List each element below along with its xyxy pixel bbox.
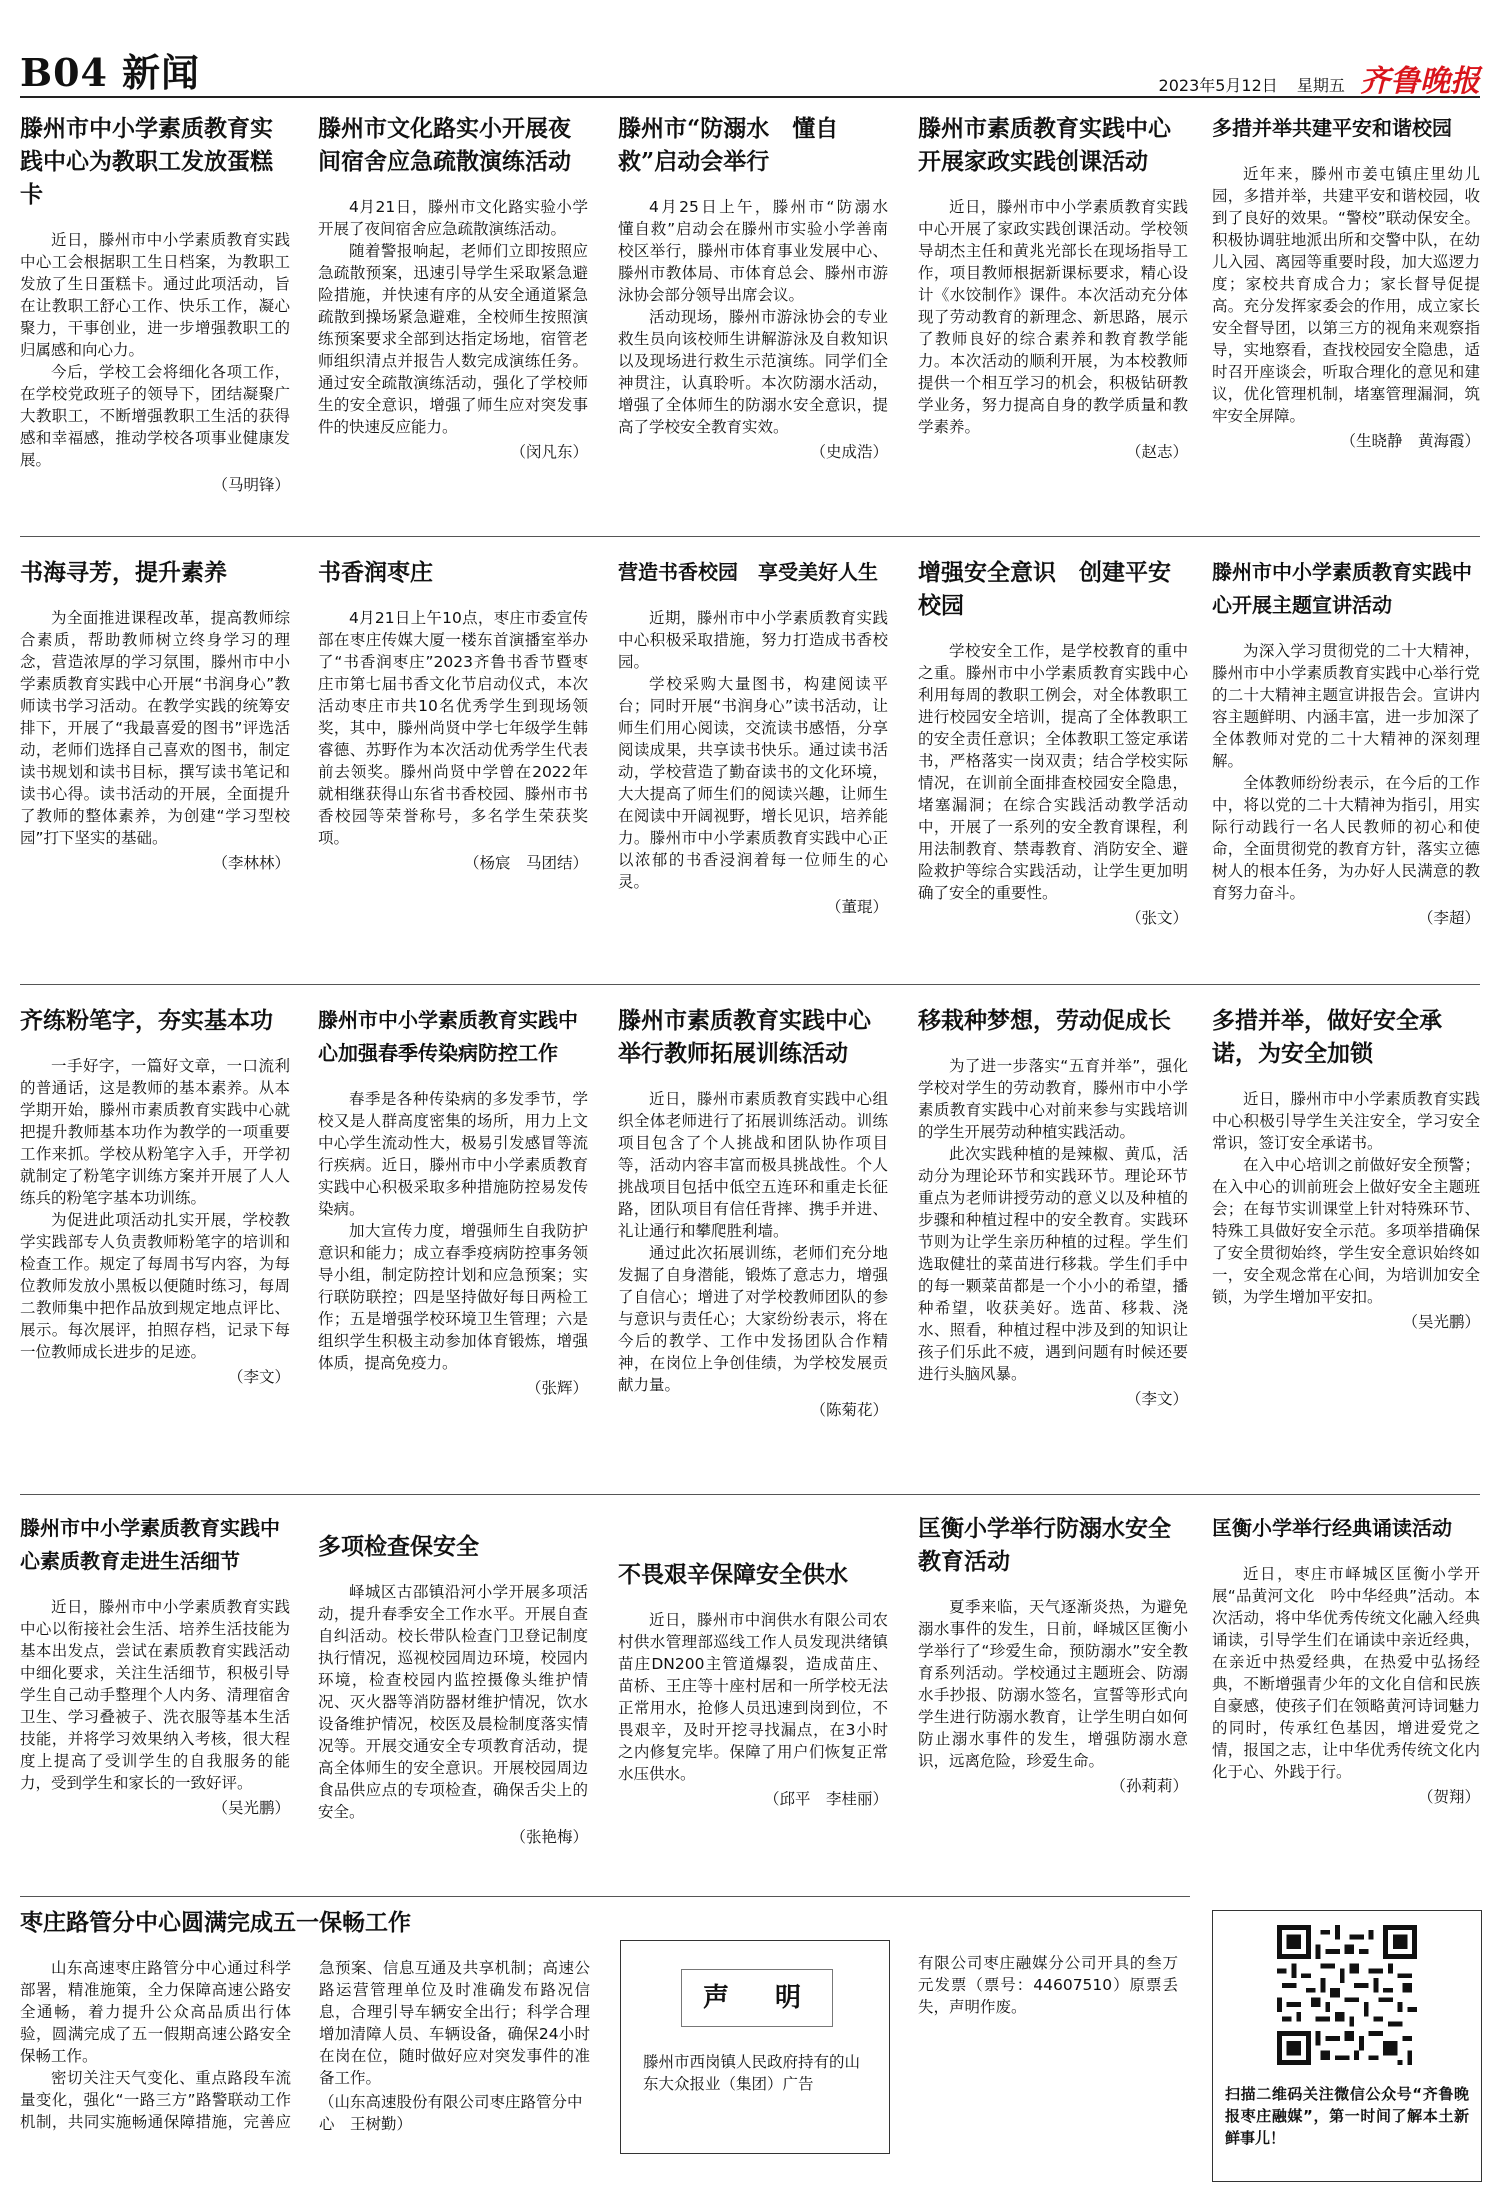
page-code: B04 [20,50,108,95]
article-author: （闵凡东） [510,443,588,461]
article-body [618,1088,888,1396]
article [918,556,1188,966]
article-paragraph: 近日，枣庄市峄城区匡衡小学开展“品黄河文化 吟中华经典”活动。本次活动，将中华优秀传统文化融入经典诵读，引导学生们在诵读中亲近经典，在亲近中热爱经典，在热爱中弘扬经典，不断增强青少年的文化自信和民族自豪感，使孩子们在领略黄河诗词魅力的同时，传承红色基因，增进爱党之情，报国之志，让中华优秀传统文化内化于心、外践于行。 [1212,1565,1480,1781]
article-title: 多措并举，做好安全承诺，为安全加锁 [1212,1007,1442,1067]
article [918,112,1188,512]
article-author: （山东高速股份有限公司枣庄路管分中心 王树勤） [319,2093,583,2133]
article-body [1212,163,1480,427]
article-paragraph: 学校采购大量图书，构建阅读平台；同时开展“书润身心”读书活动，让师生们用心阅读，交流读书感悟，分享阅读成果，共享读书快乐。通过读书活动，学校营造了勤奋读书的文化环境，大大提高了师生们的阅读兴趣，让师生在阅读中开阔视野，增长见识，培养能力。滕州市中小学素质教育实践中心正以浓郁的书香浸润着每一位师生的心灵。 [618,675,888,891]
notice-continuation: 有限公司枣庄融媒分公司开具的叁万元发票（票号：44607510）原票丢失，声明作废。 [918,1954,1178,2016]
article-author: （孙莉莉） [1110,1777,1188,1795]
page-number [20,42,200,97]
article [1212,1512,1480,1892]
article-title: 齐练粉笔字，夯实基本功 [20,1007,273,1034]
article-body [20,1055,290,1363]
article-paragraph: 近日，滕州市中小学素质教育实践中心工会根据职工生日档案，为教职工发放了生日蛋糕卡。通过此项活动，旨在让教职工舒心工作、快乐工作，凝心聚力，干事创业，进一步增强教职工的归属感和向心力。 [20,231,290,359]
article-paragraph: 此次实践种植的是辣椒、黄瓜，活动分为理论环节和实践环节。理论环节重点为老师讲授劳动的意义以及种植的步骤和种植过程中的安全教育。实践环节则为让学生亲历种植的过程。学生们选取健壮的菜苗进行移栽。学生们手中的每一颗菜苗都是一个小小的希望，播种希望，收获美好。选苗、移栽、浇水、照看，种植过程中涉及到的知识让孩子们乐此不疲，遇到问题有时候还要进行头脑风暴。 [918,1145,1188,1383]
article-paragraph: 在入中心培训之前做好安全预警；在入中心的训前班会上做好安全主题班会；在每节实训课堂上针对特殊环节、特殊工具做好安全示范。多项举措确保了安全贯彻始终，学生安全意识始终如一，安全观念常在心间，为培训加安全锁，为学生增加平安扣。 [1212,1156,1480,1306]
article-title: 多措并举共建平安和谐校园 [1212,116,1452,140]
row-divider [20,1494,1480,1495]
article [618,1558,888,1892]
article-title: 营造书香校园 享受美好人生 [618,560,878,584]
section-name: 新闻 [122,50,201,95]
article-title: 滕州市素质教育实践中心开展家政实践创课活动 [918,115,1171,175]
article-author: （生晓静 黄海霞） [1340,432,1480,450]
article-author: （吴光鹏） [212,1799,290,1817]
article-title: 滕州市文化路实小开展夜间宿舍应急疏散演练活动 [318,115,571,175]
article-paragraph: 春季是各种传染病的多发季节，学校又是人群高度密集的场所，用力上文中心学生流动性大，极易引发感冒等流行疾病。近日，滕州市中小学素质教育实践中心积极采取多种措施防控易发传染病。 [318,1090,588,1218]
article-paragraph: 为全面推进课程改革，提高教师综合素质，帮助教师树立终身学习的理念，营造浓厚的学习氛围，滕州市中小学素质教育实践中心开展“书润身心”教师读书学习活动。在教学实践的统筹安排下，开展了“我最喜爱的图书”评选活动，老师们选择自己喜欢的图书，制定读书规划和读书目标，撰写读书笔记和读书心得。读书活动的开展，全面提升了教师的整体素养，为创建“学习型校园”打下坚实的基础。 [20,609,290,847]
article-title: 枣庄路管分中心圆满完成五一保畅工作 [20,1909,411,1936]
article-paragraph: 密切关注天气变化、重点路段车流量变化，强化“一路三方”路警联动工作机制，共同实施畅通保障措施，完善应急预案、信息互通及共享机制；高速公路运营管理单位及时准确发布路况信息，合理引导车辆安全出行；科学合理增加清障人员、车辆设备，确保24小时在岗在位，随时做好应对突发事件的准备工作。 [20,1959,590,2131]
article-author: （赵志） [1125,443,1188,461]
article-title: 匡衡小学举行经典诵读活动 [1212,1516,1452,1540]
issue-weekday: 星期五 [1296,76,1345,95]
article [318,556,588,966]
article-body [20,1596,290,1794]
article-paragraph: 随着警报响起，老师们立即按照应急疏散预案，迅速引导学生采取紧急避险措施，并快速有序的从安全通道紧急疏散到操场紧急避难，全校师生按照演练预案要求全部到达指定场地，宿管老师组织清点并报告人数完成演练任务。通过安全疏散演练活动，强化了学校师生的安全意识，增强了师生应对突发事件的快速反应能力。 [318,242,588,436]
article-author: （史成浩） [810,443,888,461]
row-divider [20,1896,1190,1897]
article-paragraph: 一手好字，一篇好文章，一口流利的普通话，这是教师的基本素养。从本学期开始，滕州市素质教育实践中心就把提升教师基本功作为教学的一项重要工作来抓。学校从粉笔字入手，开学初就制定了粉笔字训练方案并开展了人人练兵的粉笔字基本功训练。 [20,1057,290,1207]
article-paragraph: 全体教师纷纷表示，在今后的工作中，将以党的二十大精神为指引，用实际行动践行一名人民教师的初心和使命，全面贯彻党的教育方针，落实立德树人的根本任务，为办好人民满意的教育努力奋斗。 [1212,774,1480,902]
article-body [318,1088,588,1374]
article-paragraph: 夏季来临，天气逐渐炎热，为避免溺水事件的发生，日前，峄城区匡衡小学举行了“珍爱生命，预防溺水”安全教育系列活动。学校通过主题班会、防溺水手抄报、防溺水签名，宣誓等形式向学生进行防溺水教育，让学生明白如何防止溺水事件的发生，增强防溺水意识，远离危险，珍爱生命。 [918,1598,1188,1770]
article-body [318,196,588,438]
article [20,112,290,512]
article [618,112,904,512]
article [20,1906,590,2196]
article-paragraph: 今后，学校工会将细化各项工作，在学校党政班子的领导下，团结凝聚广大教职工，不断增强教职工生活的获得感和幸福感，推动学校各项事业健康发展。 [20,363,290,469]
article-author: （李林林） [212,854,290,872]
article-title: 书香润枣庄 [318,559,433,586]
article-body [1212,1563,1480,1783]
article-body [918,1596,1188,1772]
article-body [20,1957,590,2135]
article-title: 滕州市素质教育实践中心举行教师拓展训练活动 [618,1007,871,1067]
article-paragraph: 近期，滕州市中小学素质教育实践中心积极采取措施，努力打造成书香校园。 [618,609,888,671]
article-author: （李文） [1125,1390,1188,1408]
article-author: （贺翔） [1417,1788,1480,1806]
article-paragraph: 4月21日上午10点，枣庄市委宣传部在枣庄传媒大厦一楼东首演播室举办了“书香润枣庄”2023齐鲁书香节暨枣庄市第七届书香文化节启动仪式，本次活动枣庄市共10名优秀学生到现场领奖，其中，滕州尚贤中学七年级学生韩睿德、苏野作为本次活动优秀学生代表前去领奖。滕州尚贤中学曾在2022年就相继获得山东省书香校园、滕州市书香校园等荣誉称号，多名学生荣获奖项。 [318,609,588,847]
article-title: 滕州市“防溺水 懂自救”启动会举行 [618,115,839,175]
article-title: 移栽种梦想，劳动促成长 [918,1007,1171,1034]
article-title: 滕州市中小学素质教育实践中心为教职工发放蛋糕卡 [20,115,273,208]
article-body [618,1609,888,1785]
article [1212,556,1480,966]
article-title: 滕州市中小学素质教育实践中心加强春季传染病防控工作 [318,1008,578,1065]
article-paragraph: 为了进一步落实“五育并举”，强化学校对学生的劳动教育，滕州市中小学素质教育实践中心对前来参与实践培训的学生开展劳动种植实践活动。 [918,1057,1188,1141]
article-paragraph: 近日，滕州市中小学素质教育实践中心积极引导学生关注安全，学习安全常识，签订安全承诺书。 [1212,1090,1480,1152]
article-body [918,1055,1188,1385]
article-author: （杨宸 马团结） [463,854,588,872]
article [618,1004,888,1484]
wechat-qr-promo [1212,1910,1482,2182]
article [1212,112,1480,512]
article-body [318,1581,588,1823]
article [20,1004,290,1484]
article-author: （李超） [1417,909,1480,927]
article-paragraph: 峄城区古邵镇沿河小学开展多项活动，提升春季安全工作水平。开展自查自纠活动。校长带队检查门卫登记制度执行情况，巡视校园周边环境，校园内环境，检查校园内监控摄像头维护情况、灭火器等消防器材维护情况，饮水设备维护情况，校医及晨检制度落实情况等。开展交通安全专项教育活动，提高全体师生的安全意识。开展校园周边食品供应点的专项检查，确保舌尖上的安全。 [318,1583,588,1821]
article-body [318,607,588,849]
article-title: 匡衡小学举行防溺水安全教育活动 [918,1515,1171,1575]
article-paragraph: 活动现场，滕州市游泳协会的专业救生员向该校师生讲解游泳及自救知识以及现场进行救生示范演练。同学们全神贯注，认真聆听。本次防溺水活动，增强了全体师生的防溺水安全意识，提高了学校安全教育实效。 [618,308,888,436]
article-title: 滕州市中小学素质教育实践中心素质教育走进生活细节 [20,1516,280,1573]
article-paragraph: 近日，滕州市中小学素质教育实践中心开展了家政实践创课活动。学校领导胡杰主任和黄兆光部长在现场指导工作，项目教师根据新课标要求，精心设计《水饺制作》课件。本次活动充分体现了劳动教育的新理念、新思路，展示了教师良好的综合素养和教育教学能力。本次活动的顺利开展，为本校教师提供一个相互学习的机会，积极钻研教学业务，努力提高自身的教学质量和教学素养。 [918,198,1188,436]
article-author: （张辉） [525,1379,588,1397]
article-paragraph: 近日，滕州市中小学素质教育实践中心以衔接社会生活、培养生活技能为基本出发点，尝试在素质教育实践活动中细化要求，关注生活细节，积极引导学生自己动手整理个人内务、清理宿舍卫生、学习叠被子、洗衣服等基本生活技能，并将学习效果纳入考核，很大程度上提高了受训学生的自我服务的能力，受到学生和家长的一致好评。 [20,1598,290,1792]
newspaper-logo: 齐鲁晚报 [1360,64,1480,99]
masthead-info [1145,56,1480,100]
article [918,1004,1188,1484]
article-paragraph: 4月21日，滕州市文化路实验小学开展了夜间宿舍应急疏散演练活动。 [318,198,588,238]
article-author: （张文） [1125,909,1188,927]
article-author: （董琨） [825,898,888,916]
article-author: （马明锋） [212,476,290,494]
article [918,1512,1188,1892]
article-body [20,607,290,849]
row-divider [20,536,1480,537]
article-paragraph: 4月25日上午，滕州市“防溺水 懂自救”启动会在滕州市实验小学善南校区举行，滕州市体育事业发展中心、滕州市教体局、市体育总会、滕州市游泳协会部分领导出席会议。 [618,198,904,304]
legal-notice [620,1940,890,2154]
article [318,1530,588,1892]
article-paragraph: 学校安全工作，是学校教育的重中之重。滕州市中小学素质教育实践中心利用每周的教职工例会，对全体教职工进行校园安全培训，提高了全体教职工的安全责任意识；全体教职工签定承诺书，严格落实一岗双责；结合学校实际情况，在训前全面排查校园安全隐患，堵塞漏洞；在综合实践活动教学活动中，开展了一系列的安全教育课程，利用法制教育、禁毒教育、消防安全、避险救护等综合实践活动，让学生更加明确了安全的重要性。 [918,642,1188,902]
article-paragraph: 山东高速枣庄路管分中心通过科学部署，精准施策，全力保障高速公路安全通畅，着力提升公众高品质出行体验，圆满完成了五一假期高速公路安全保畅工作。 [20,1959,291,2065]
page-header [20,42,1480,99]
article-author: （李文） [227,1368,290,1386]
notice-title: 声 明 [681,1969,833,2027]
article-title: 多项检查保安全 [318,1533,479,1560]
article-title: 增强安全意识 创建平安校园 [918,559,1171,619]
article [318,1004,588,1484]
article [1212,1004,1480,1484]
article-paragraph: 近年来，滕州市姜屯镇庄里幼儿园，多措并举，共建平安和谐校园，收到了良好的效果。“警校”联动保安全。积极协调驻地派出所和交警中队，在幼儿入园、离园等重要时段，加大巡逻力度；家校共育成合力；家长督导促提高。充分发挥家委会的作用，成立家长安全督导团，以第三方的视角来观察指导，实地察看，查找校园安全隐患，适时召开座谈会，听取合理化的意见和建议，优化管理机制，堵塞管理漏洞，筑牢安全屏障。 [1212,165,1480,425]
article [20,1512,290,1892]
article-body [918,640,1188,904]
article-author: （邱平 李桂丽） [763,1790,888,1808]
article-paragraph: 为促进此项活动扎实开展，学校教学实践部专人负责教师粉笔字的培训和检查工作。规定了每周书写内容，为每位教师发放小黑板以便随时练习，每周二教师集中把作品放到规定地点评比、展示。每次展评，拍照存档，记录下每一位教师成长进步的足迹。 [20,1211,290,1361]
article-paragraph: 近日，滕州市素质教育实践中心组织全体老师进行了拓展训练活动。训练项目包含了个人挑战和团队协作项目等，活动内容丰富而极具挑战性。个人挑战项目包括中低空五连环和重走长征路，团队项目有信任背摔、携手并进、礼让通行和攀爬胜利墙。 [618,1090,888,1240]
article-body [1212,1088,1480,1308]
article-body [618,607,888,893]
article-paragraph: 加大宣传力度，增强师生自我防护意识和能力；成立春季疫病防控事务领导小组，制定防控计划和应急预案；实行联防联控；四是坚持做好每日两检工作；五是增强学校环境卫生管理；六是组织学生积极主动参加体育锻炼，增强体质，提高免疫力。 [318,1222,588,1372]
article-paragraph: 近日，滕州市中润供水有限公司农村供水管理部巡线工作人员发现洪绪镇苗庄DN200主管道爆裂，造成苗庄、苗桥、王庄等十座村居和一所学校无法正常用水，抢修人员迅速到岗到位，不畏艰辛，及时开挖寻找漏点，在3小时之内修复完毕。保障了用户们恢复正常水压供水。 [618,1611,888,1783]
header-rule [20,96,1480,98]
article-paragraph: 通过此次拓展训练，老师们充分地发掘了自身潜能，锻炼了意志力，增强了自信心；增进了对学校教师团队的参与意识与责任心；大家纷纷表示，将在今后的教学、工作中发扬团队合作精神，在岗位上争创佳绩，为学校发展贡献力量。 [618,1244,888,1394]
article-body [20,229,290,471]
notice-body: 滕州市西岗镇人民政府持有的山东大众报业（集团）广告 [643,2053,861,2093]
article-body [918,196,1188,438]
article-title: 书海寻芳，提升素养 [20,559,227,586]
issue-date: 2023年5月12日 [1158,76,1278,95]
article [318,112,588,512]
article-title: 不畏艰辛保障安全供水 [618,1561,848,1588]
article-paragraph: 为深入学习贯彻党的二十大精神，滕州市中小学素质教育实践中心举行党的二十大精神主题宣讲报告会。宣讲内容主题鲜明、内涵丰富，进一步加深了全体教师对党的二十大精神的深刻理解。 [1212,642,1480,770]
article-author: （陈菊花） [810,1401,888,1419]
qr-caption: 扫描二维码关注微信公众号“齐鲁晚报枣庄融媒”，第一时间了解本土新鲜事儿！ [1225,2085,1469,2147]
article [618,556,888,966]
article-title: 滕州市中小学素质教育实践中心开展主题宣讲活动 [1212,560,1472,617]
article-body [1212,640,1480,904]
article-author: （吴光鹏） [1402,1313,1480,1331]
article-author: （张艳梅） [510,1828,588,1846]
article [20,556,290,966]
qr-code-icon[interactable] [1277,1925,1417,2065]
row-divider [20,984,1480,985]
article-body [618,196,904,438]
